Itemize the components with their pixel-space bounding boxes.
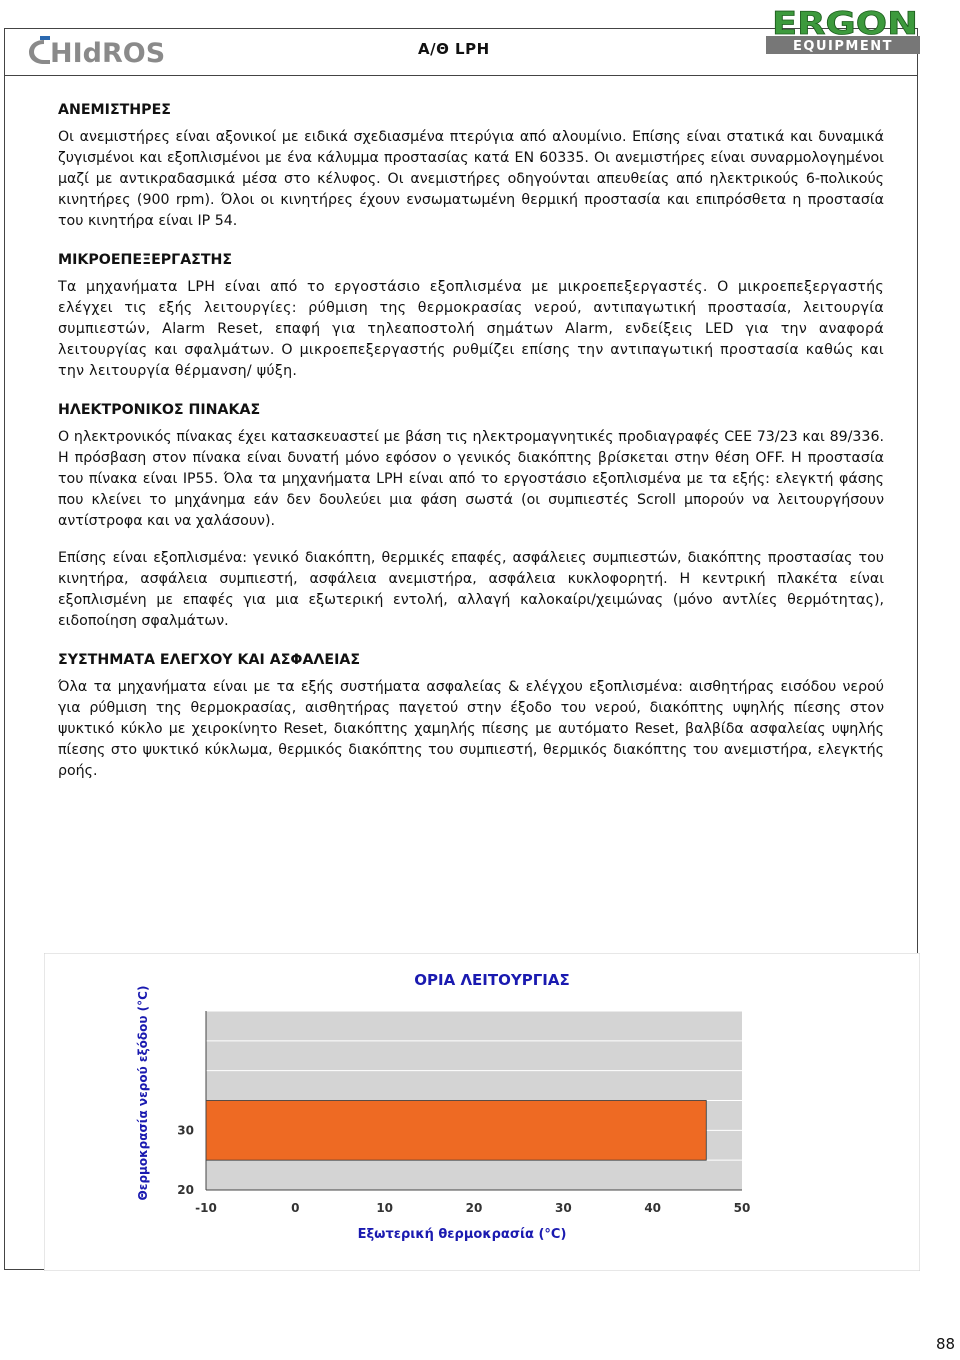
page-number: 88 (936, 1335, 956, 1353)
section-title: ΗΛΕΚΤΡΟΝΙΚΟΣ ΠΙΝΑΚΑΣ (58, 402, 261, 418)
x-tick-label: -10 (195, 1201, 217, 1215)
paragraph: Ο ηλεκτρονικός πίνακας έχει κατασκευαστεί με βάση τις ηλεκτρομαγνητικές προδιαγραφές CEE 73/23 και 89/336. Η πρόσβαση στον πίνακα είναι δυνατή μόνο εφόσον ο γενικός διακόπτης βρίσκεται στην θέση OFF. Η προστασία του πίνακα είναι IP55. Όλα τα μηχανήματα LPH είναι από το εργοστάσιο εξοπλισμένα με τα εξής: ελεγκτή φάσης που κλείνει το μηχάνημα εάν δεν δουλεύει μια φάση σωστά (οι συμπιεστές Scroll μπορούν να λειτουργήσουν αντίστροφα και να χαλάσουν). (58, 429, 884, 529)
section-title: ΜΙΚΡΟΕΠΕΞΕΡΓΑΣΤΗΣ (58, 252, 233, 268)
chart-title: ΟΡΙΑ ΛΕΙΤΟΥΡΓΙΑΣ (414, 971, 570, 989)
section-fans (58, 100, 884, 232)
section-title: ΑΝΕΜΙΣΤΗΡΕΣ (58, 102, 171, 118)
section-electrical-panel (58, 400, 884, 632)
paragraph: Επίσης είναι εξοπλισμένα: γενικό διακόπτη, θερμικές επαφές, ασφάλειες συμπιεστών, διακόπτης προστασίας του κινητήρα, ασφάλεια συμπιεστή, ασφάλεια ανεμιστήρα, ασφάλεια κυκλοφορητή. Η κεντρική πλακέτα είναι εξοπλισμένη με επαφές για μια εξωτερική εντολή, αλλαγή καλοκαίρι/χειμώνας (μόνο αντλίες θερμότητας), ειδοποίηση σφαλμάτων. (58, 550, 884, 629)
y-tick-label: 20 (177, 1183, 194, 1197)
x-tick-label: 0 (291, 1201, 300, 1215)
y-axis-label: Θερμοκρασία νερού εξόδου (°C) (136, 985, 150, 1201)
x-tick-label: 30 (554, 1201, 572, 1215)
document-title: Α/Θ LPH (418, 40, 490, 58)
header-divider (4, 75, 918, 76)
paragraph: Όλα τα μηχανήματα είναι με τα εξής συστήματα ασφαλείας & ελέγχου εξοπλισμένα: αισθητήρας εισόδου νερού για ρύθμιση της θερμοκρασίας, αισθητήρας παγετού στην έξοδο του νερού, διακόπτης υψηλής πίεσης στον ψυκτικό κύκλο με χειροκίνητο Reset, διακόπτης χαμηλής πίεσης με αυτόματο Reset, βαλβίδα ασφαλείας υψηλής πίεσης στο ψυκτικό κύκλωμα, θερμικός διακόπτης του συμπιεστή, θερμικός διακόπτης του ανεμιστήρα, ελεγκτής ροής. (58, 679, 884, 779)
x-axis-label: Εξωτερική θερμοκρασία (°C) (357, 1227, 567, 1242)
operating-region (206, 1101, 706, 1161)
x-tick-label: 40 (644, 1201, 662, 1215)
y-tick-label: 30 (177, 1123, 194, 1138)
hidros-logo (26, 34, 216, 70)
x-tick-label: 10 (376, 1201, 394, 1215)
x-tick-label: 50 (733, 1201, 751, 1215)
ergon-logo (760, 0, 924, 58)
section-microprocessor (58, 250, 884, 382)
ergon-logo-top-text: ERGON (772, 6, 918, 42)
x-tick-label: 20 (465, 1201, 483, 1215)
section-title: ΣΥΣΤΗΜΑΤΑ ΕΛΕΓΧΟΥ ΚΑΙ ΑΣΦΑΛΕΙΑΣ (58, 652, 361, 668)
operating-limits-chart (44, 953, 920, 1271)
paragraph: Οι ανεμιστήρες είναι αξονικοί με ειδικά σχεδιασμένα πτερύγια από αλουμίνιο. Επίσης είναι στατικά και δυναμικά ζυγισμένοι και εξοπλισμένοι με ένα κάλυμμα προστασίας κατά EN 60335. Οι ανεμιστήρες είναι συναρμολογημένοι μαζί με αντικραδασμικά μέσα στο κέλυφος. Οι ανεμιστήρες οδηγούνται απευθείας από ηλεκτρικούς 6-πολικούς κινητήρες (900 rpm). Όλοι οι κινητήρες έχουν ενσωματωμένη θερμική προστασία και επιπρόσθετα η προστασία του κινητήρα είναι IP 54. (58, 129, 884, 229)
section-control-safety (58, 650, 884, 782)
hidros-logo-text: HIdROS (50, 38, 166, 69)
ergon-logo-bottom-text: EQUIPMENT (793, 39, 893, 54)
document-body (58, 100, 884, 800)
paragraph: Τα μηχανήματα LPH είναι από το εργοστάσιο εξοπλισμένα με μικροεπεξεργαστές. Ο μικροεπεξεργαστής ελέγχει τις εξής λειτουργίες: ρύθμιση της θερμοκρασίας νερού, αντιπαγωτική προστασία, λειτουργία συμπιεστών, Alarm Reset, επαφή για τηλεαποστολή σημάτων Alarm, ενδείξεις LED για την αναφορά λειτουργίας και σφαλμάτων. Ο μικροεπεξεργαστής ρυθμίζει επίσης την αντιπαγωτική προστασία καθώς και την λειτουργία θέρμανση/ ψύξη. (58, 279, 884, 379)
